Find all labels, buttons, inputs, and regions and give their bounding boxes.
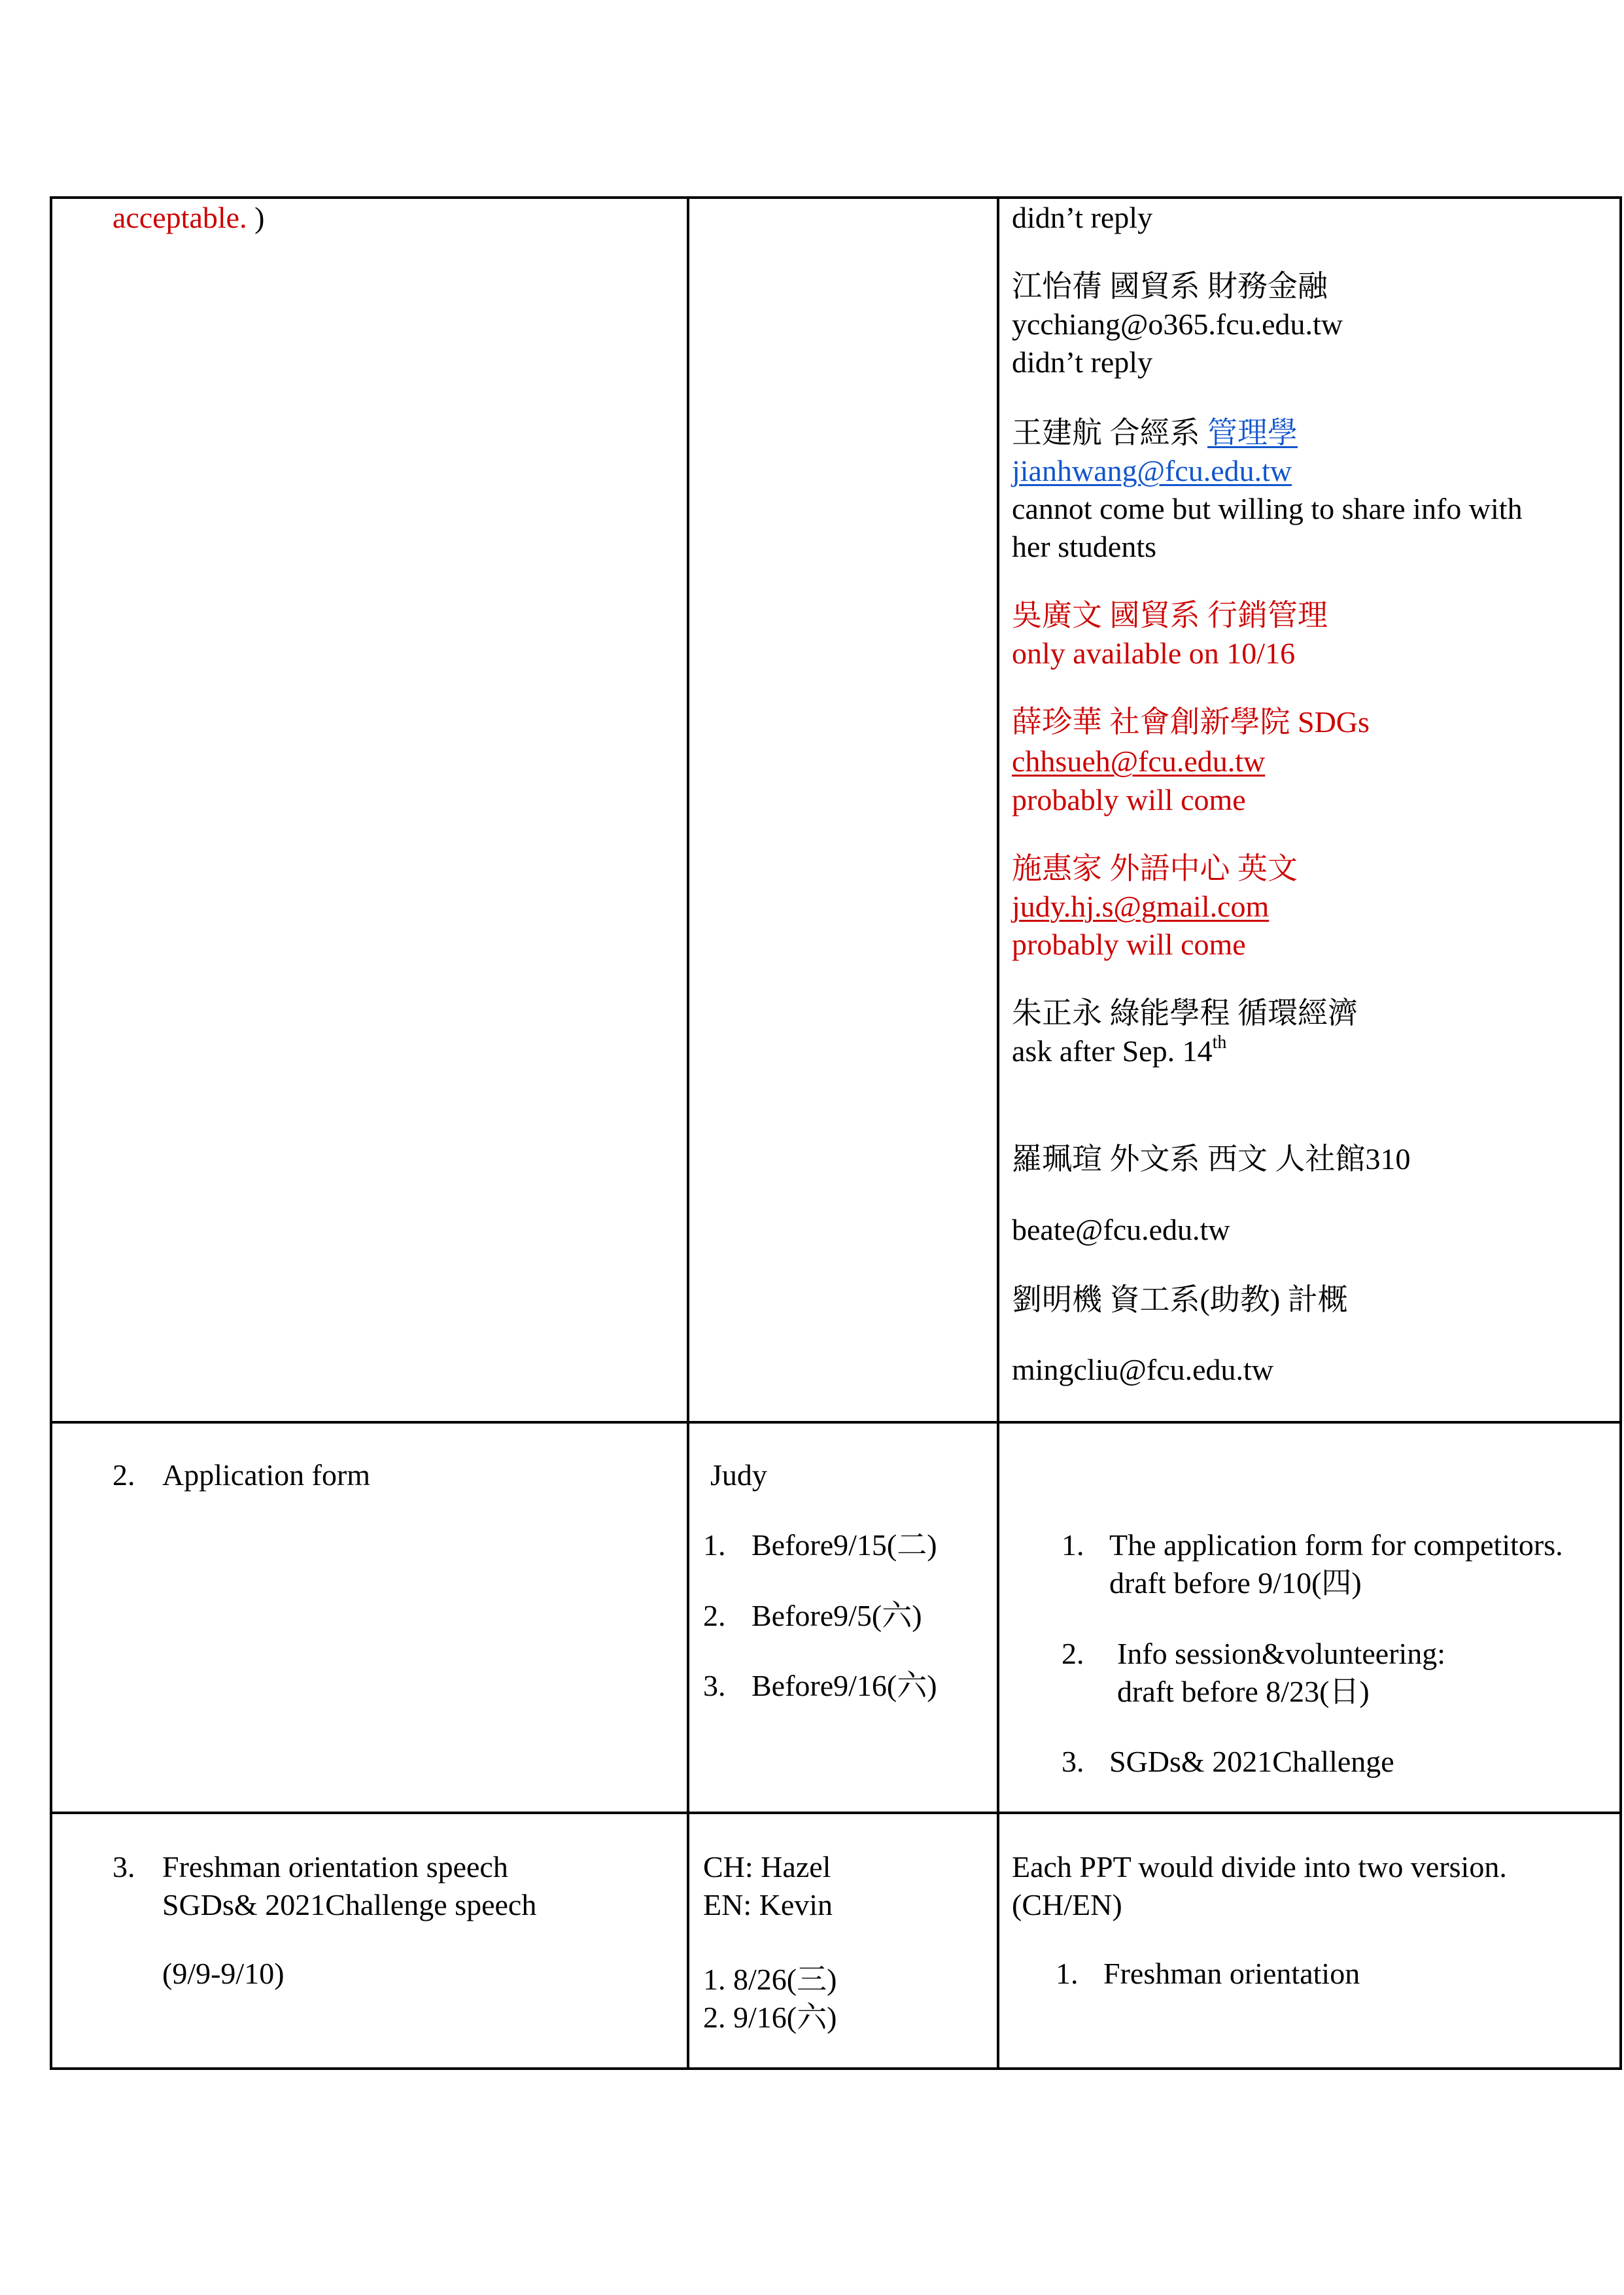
list-number: 1. bbox=[1062, 1528, 1084, 1562]
owner-name: Judy bbox=[710, 1458, 767, 1492]
contact-email: beate@fcu.edu.tw bbox=[1012, 1213, 1230, 1246]
deadline-text: Before9/16(六) bbox=[752, 1669, 937, 1702]
row1-owner-cell bbox=[687, 196, 997, 1421]
contact-name: 羅珮瑄 外文系 西文 人社館310 bbox=[1012, 1142, 1411, 1176]
contact-name: 江怡蒨 國貿系 財務金融 bbox=[1012, 270, 1328, 303]
row1-notes-cell bbox=[997, 196, 1619, 1421]
list-number: 2. bbox=[112, 1458, 135, 1492]
row3-task-cell bbox=[50, 1812, 687, 2067]
note-text: Freshman orientation bbox=[1103, 1957, 1360, 1990]
contact-email: ycchiang@o365.fcu.edu.tw bbox=[1012, 307, 1343, 341]
task-title: SGDs& 2021Challenge speech bbox=[162, 1888, 537, 1921]
task-title: Freshman orientation speech bbox=[162, 1850, 508, 1883]
row2-task-cell bbox=[50, 1421, 687, 1812]
contact-status: her students bbox=[1012, 530, 1157, 563]
contact-status: probably will come bbox=[1012, 783, 1246, 816]
deadline-text: 1. 8/26(三) bbox=[703, 1963, 837, 1996]
contact-status: ask after Sep. 14 bbox=[1012, 1034, 1213, 1068]
contact-status-line bbox=[1012, 1032, 1226, 1070]
list-number: 1. bbox=[1056, 1957, 1079, 1990]
note-text: Info session&volunteering: bbox=[1117, 1637, 1446, 1670]
row1-task-highlight: acceptable. bbox=[112, 201, 247, 234]
contact-email-link[interactable]: jianhwang@fcu.edu.tw bbox=[1012, 454, 1292, 487]
task-period: (9/9-9/10) bbox=[162, 1957, 285, 1990]
row3-notes-cell bbox=[997, 1812, 1619, 2067]
deadline-text: Before9/5(六) bbox=[752, 1599, 922, 1632]
ordinal-suffix: th bbox=[1212, 1032, 1227, 1053]
list-number: 3. bbox=[112, 1850, 135, 1883]
contact-status: cannot come but willing to share info with bbox=[1012, 492, 1523, 525]
contact-name: 朱正永 綠能學程 循環經濟 bbox=[1012, 996, 1358, 1030]
row1-task-tail: ) bbox=[247, 201, 265, 234]
deadline-text: Before9/15(二) bbox=[752, 1528, 937, 1562]
contact-name: 王建航 合經系 bbox=[1012, 416, 1207, 449]
deadline-text: 2. 9/16(六) bbox=[703, 2001, 837, 2034]
note-text: draft before 9/10(四) bbox=[1109, 1566, 1362, 1600]
contact-status: probably will come bbox=[1012, 928, 1246, 961]
list-number: 3. bbox=[1062, 1745, 1084, 1778]
row2-owner-cell bbox=[687, 1421, 997, 1812]
contact-subject-link[interactable]: 管理學 bbox=[1207, 416, 1298, 449]
list-number: 2. bbox=[1062, 1637, 1084, 1670]
note-text: Each PPT would divide into two version. bbox=[1012, 1850, 1507, 1883]
contact-status: only available on 10/16 bbox=[1012, 637, 1296, 670]
owner-name: CH: Hazel bbox=[703, 1850, 831, 1883]
note-text: draft before 8/23(日) bbox=[1117, 1675, 1370, 1708]
task-title: Application form bbox=[162, 1458, 371, 1492]
contact-status: didn’t reply bbox=[1012, 345, 1153, 379]
contact-name: 吳廣文 國貿系 行銷管理 bbox=[1012, 599, 1328, 632]
list-number: 1. bbox=[703, 1528, 726, 1562]
note-text: SGDs& 2021Challenge bbox=[1109, 1745, 1394, 1778]
list-number: 2. bbox=[703, 1599, 726, 1632]
owner-name: EN: Kevin bbox=[703, 1888, 833, 1921]
row1-task-text bbox=[112, 199, 264, 237]
contact-email: mingcliu@fcu.edu.tw bbox=[1012, 1353, 1274, 1386]
contact-email-link[interactable]: chhsueh@fcu.edu.tw bbox=[1012, 745, 1266, 778]
contact-name: 劉明機 資工系(助教) 計概 bbox=[1012, 1283, 1348, 1316]
row1-first-status: didn’t reply bbox=[1012, 201, 1153, 234]
note-text: The application form for competitors. bbox=[1109, 1528, 1563, 1562]
contact-name-line bbox=[1012, 414, 1298, 452]
note-text: (CH/EN) bbox=[1012, 1888, 1122, 1921]
row1-task-cell bbox=[50, 196, 687, 1421]
contact-name: 薛珍華 社會創新學院 SDGs bbox=[1012, 705, 1370, 739]
list-number: 3. bbox=[703, 1669, 726, 1702]
row2-notes-cell bbox=[997, 1421, 1619, 1812]
contact-email-link[interactable]: judy.hj.s@gmail.com bbox=[1012, 890, 1270, 923]
contact-name: 施惠家 外語中心 英文 bbox=[1012, 852, 1298, 885]
row3-owner-cell bbox=[687, 1812, 997, 2067]
